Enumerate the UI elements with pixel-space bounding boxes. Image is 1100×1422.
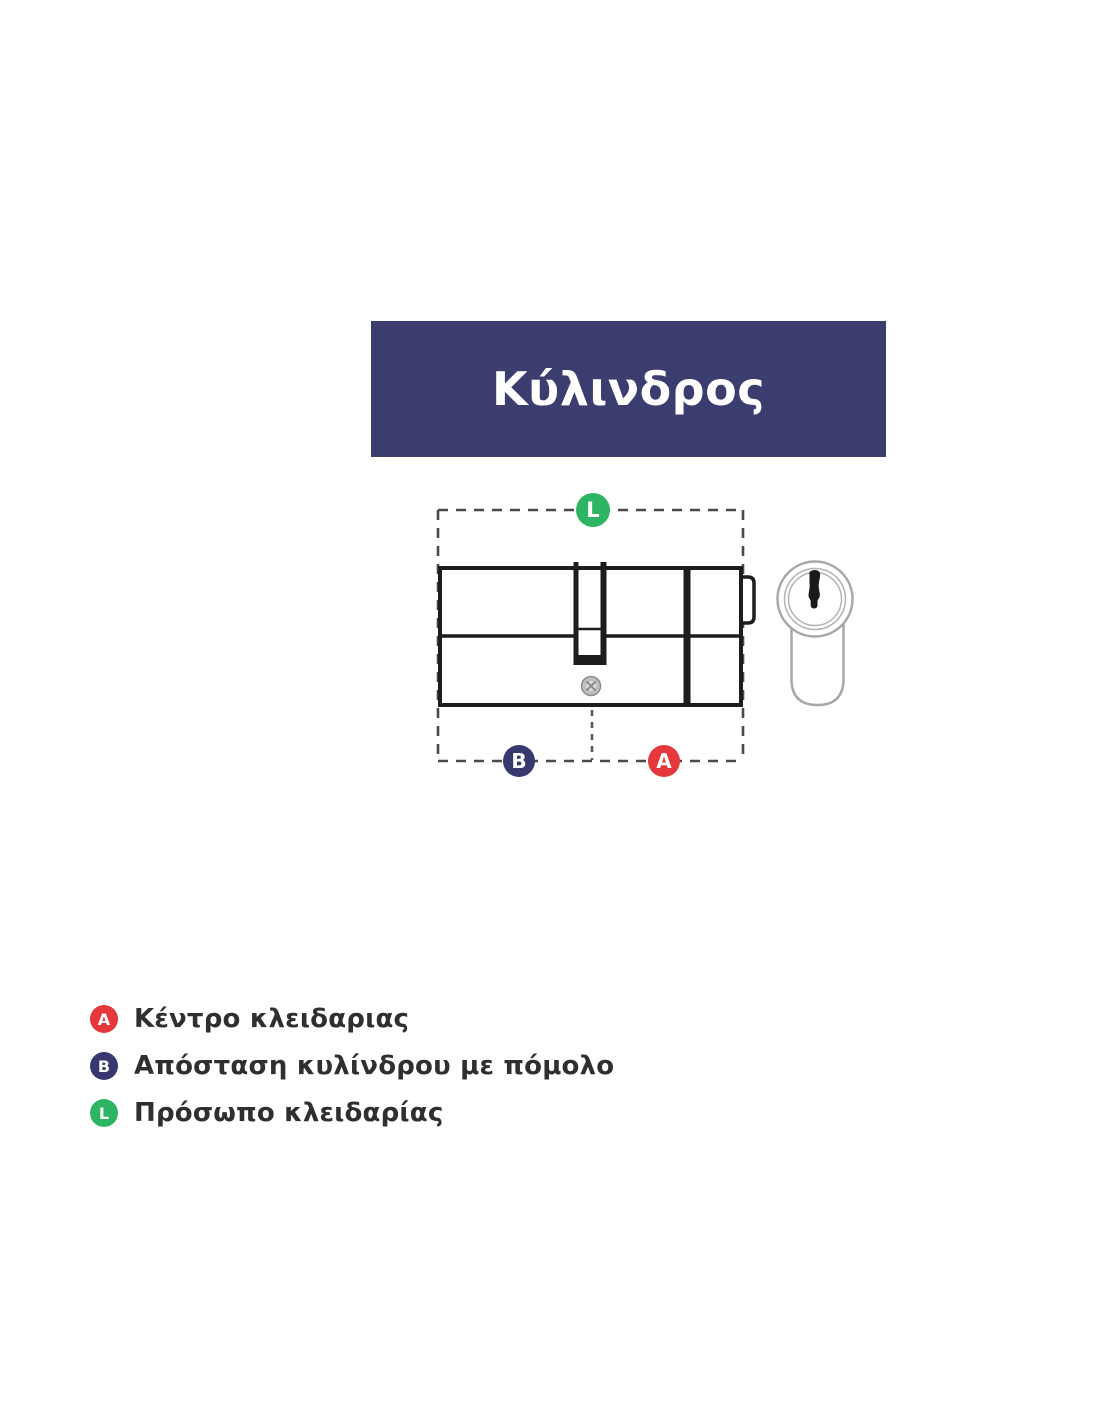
cylinder-diagram bbox=[405, 478, 885, 788]
page-title: Κύλινδρος bbox=[492, 362, 765, 416]
legend bbox=[90, 1005, 614, 1127]
title-banner bbox=[371, 321, 886, 457]
dimension-badge-a: A bbox=[648, 745, 680, 777]
legend-item-b bbox=[90, 1052, 614, 1080]
legend-badge-l: L bbox=[90, 1099, 118, 1127]
legend-item-l bbox=[90, 1099, 614, 1127]
dimension-badge-l: L bbox=[576, 493, 610, 527]
legend-badge-b: B bbox=[90, 1052, 118, 1080]
legend-badge-a: A bbox=[90, 1005, 118, 1033]
legend-label-a: Κέντρο κλειδαριας bbox=[134, 1004, 410, 1034]
cylinder-side-view bbox=[440, 562, 741, 706]
legend-item-a bbox=[90, 1005, 614, 1033]
legend-label-l: Πρόσωπο κλειδαρίας bbox=[134, 1098, 444, 1128]
screw-icon bbox=[582, 677, 601, 696]
cam-channel bbox=[574, 562, 607, 665]
dimension-badge-b: B bbox=[503, 745, 535, 777]
cylinder-front-view bbox=[778, 562, 853, 706]
legend-label-b: Απόσταση κυλίνδρου με πόμολο bbox=[134, 1051, 615, 1081]
